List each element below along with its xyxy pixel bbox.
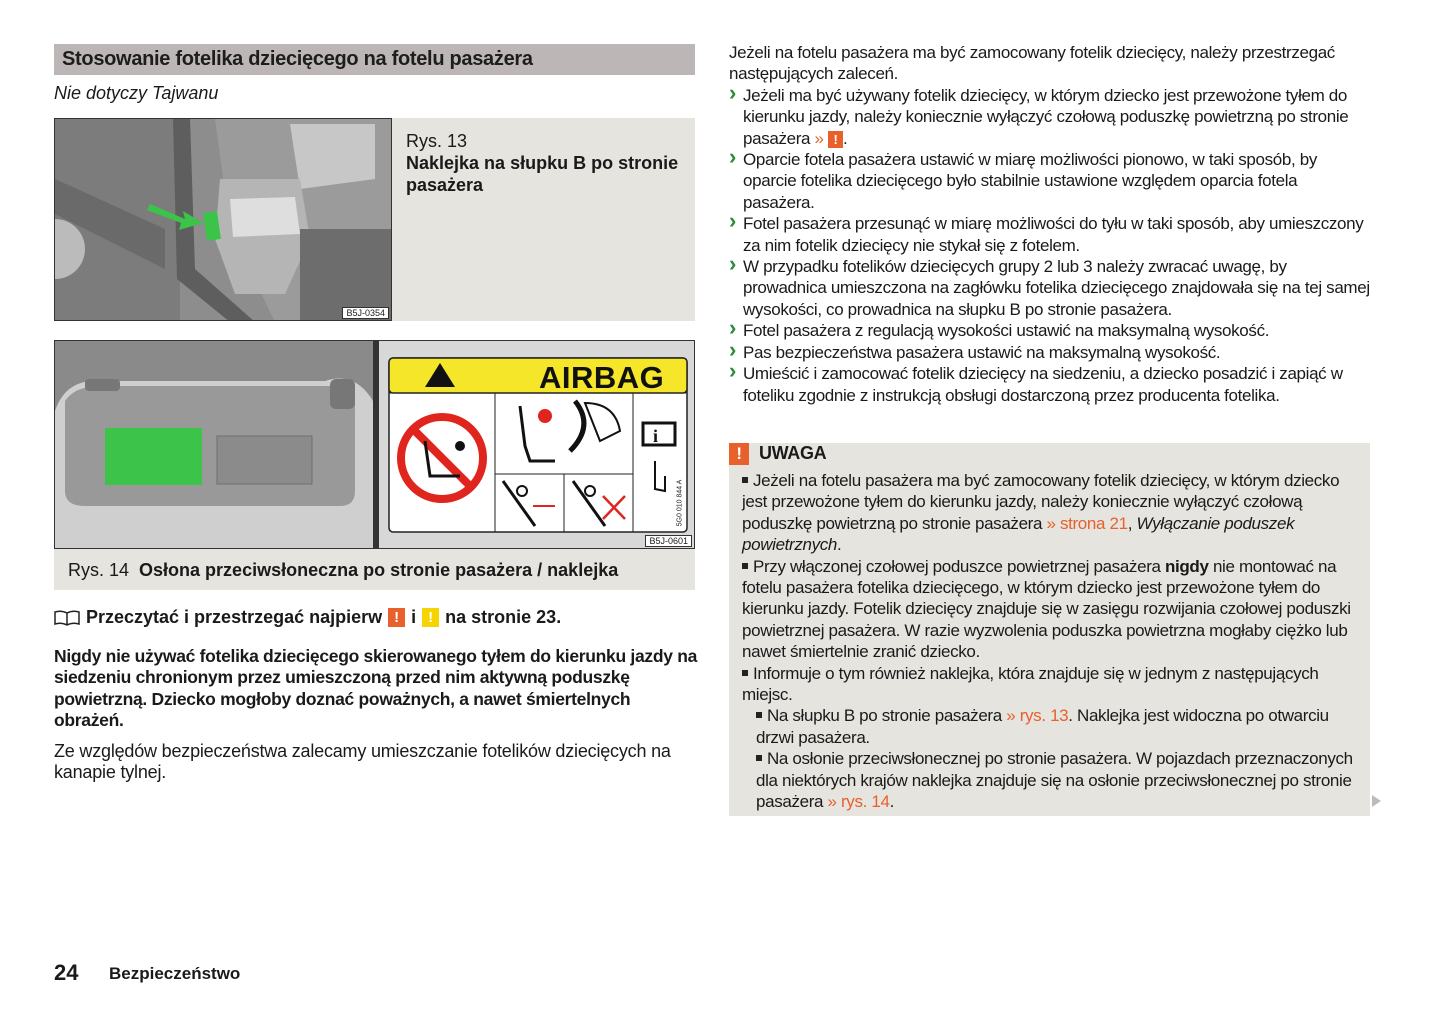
read-first-page-link[interactable]: na stronie 23.: [445, 607, 562, 627]
continue-arrow-icon: [1372, 795, 1381, 807]
read-first-note: [54, 607, 561, 628]
warning-icon: !: [388, 608, 405, 627]
figure-13-caption-text: Naklejka na słupku B po stronie pasażera: [406, 153, 679, 195]
book-icon: [54, 610, 80, 626]
list-item: › Jeżeli ma być używany fotelik dziecięcy, w którym dziecko jest przewożone tyłem do kierunku jazdy, należy koniecznie wyłączyć czołową poduszkę powietrzną po stronie pasażera » ! .: [729, 85, 1371, 149]
chapter-title: Bezpieczeństwo: [109, 964, 241, 983]
right-column: [729, 42, 1371, 406]
airbag-label-side-code: 5G0 010 844 A: [676, 479, 684, 527]
car-interior-illustration: [55, 119, 392, 321]
warning-text: nie montować na fotelu pasażera fotelika dziecięcego, w którym dziecko jest przewożone tyłem do kierunku jazdy. Fotelik dziecięcy znajduje się w zasięgu rozwijania czołowej poduszki powietrznej pasażera. W razie wyzwolenia poduszka powietrzna mogłaby ciężko lub nawet śmiertelnie zranić dziecko.: [742, 556, 1351, 662]
list-item: › Pas bezpieczeństwa pasażera ustawić na maksymalną wysokość.: [729, 342, 1371, 363]
figure-14-caption: [54, 549, 695, 590]
bullet-icon: [742, 477, 748, 483]
warning-box: [729, 443, 1370, 816]
list-item-text: Jeżeli ma być używany fotelik dziecięcy, w którym dziecko jest przewożone tyłem do kierunku jazdy, należy koniecznie wyłączyć czołową poduszkę powietrzną po stronie pasażera: [743, 85, 1349, 148]
svg-text:i: i: [653, 426, 659, 446]
figure-14-image: [54, 340, 695, 549]
emphasis: nigdy: [1164, 556, 1209, 576]
page-number: 24: [54, 960, 79, 985]
warning-item: [742, 556, 1364, 663]
bold-warning-paragraph: Nigdy nie używać fotelika dziecięcego skierowanego tyłem do kierunku jazdy na siedzeniu chronionym przez umieszczoną przed nim aktywną poduszkę powietrzną. Dziecko mogłoby doznać poważnych, a nawet śmiertelnych obrażeń.: [54, 646, 698, 731]
warning-header: [729, 443, 826, 465]
figure-13-code: B5J-0354: [342, 307, 389, 319]
list-item: › Fotel pasażera z regulacją wysokości ustawić na maksymalną wysokość.: [729, 320, 1371, 341]
subtitle: Nie dotyczy Tajwanu: [54, 83, 219, 103]
list-item: › Umieścić i zamocować fotelik dziecięcy na siedzeniu, a dziecko posadzić i zapiąć w foteliku zgodnie z instrukcją obsługi dostarczoną przez producenta fotelika.: [729, 363, 1371, 406]
section-title: Stosowanie fotelika dziecięcego na fotelu pasażera: [54, 44, 695, 75]
warning-link[interactable]: »: [814, 128, 824, 148]
warning-subitem: [742, 705, 1364, 748]
warning-item: Jeżeli na fotelu pasażera ma być zamocowany fotelik dziecięcy, w którym dziecko jest przewożone tyłem do kierunku jazdy, należy koniecznie wyłączyć czołową poduszkę powietrzną po stronie pasażera » strona 21, Wyłączanie poduszek powietrznych.: [742, 471, 1340, 555]
warning-item: [742, 663, 1364, 706]
warning-subitem: Na osłonie przeciwsłonecznej po stronie pasażera. W pojazdach przeznaczonych dla niektórych krajów naklejka znajduje się na osłonie przeciwsłonecznej po stronie pasażera » rys. 14.: [756, 749, 1353, 812]
warning-icon: !: [828, 131, 843, 148]
warning-title: UWAGA: [759, 443, 827, 464]
list-item: › Fotel pasażera przesunąć w miarę możliwości do tyłu w taki sposób, aby umieszczony za nim fotelik dziecięcy nie stykał się z fotelem.: [729, 213, 1371, 256]
warning-text: Informuje o tym również naklejka, która znajduje się w jednym z następujących miejsc.: [742, 663, 1319, 705]
warning-text: . Naklejka jest widoczna po otwarciu drzwi pasażera.: [756, 706, 1329, 747]
bullet-icon: [756, 755, 762, 761]
list-item: › W przypadku fotelików dziecięcych grupy 2 lub 3 należy zwracać uwagę, by prowadnica umieszczona na zagłówku fotelika dziecięcego znajdowała się na tej samej wysokości, co prowadnica na słupku B po stronie pasażera.: [729, 256, 1371, 320]
warning-icon: !: [729, 443, 749, 465]
recommendation-paragraph: Ze względów bezpieczeństwa zalecamy umieszczanie fotelików dziecięcych na kanapie tylnej.: [54, 741, 671, 783]
airbag-label-title: AIRBAG: [539, 360, 665, 395]
caution-icon: !: [422, 608, 439, 627]
bullet-icon: [742, 670, 748, 676]
read-first-conj: i: [411, 607, 417, 627]
read-first-text: Przeczytać i przestrzegać najpierw: [86, 607, 383, 627]
page-link[interactable]: » strona 21: [1046, 513, 1128, 533]
figure-14-number: Rys. 14: [68, 560, 130, 580]
warning-text: Na słupku B po stronie pasażera: [767, 706, 1002, 726]
figure-13-image: [54, 118, 392, 321]
warning-text: Na osłonie przeciwsłonecznej po stronie pasażera. W pojazdach przeznaczonych dla niektórych krajów naklejka znajduje się na osłonie przeciwsłonecznej po stronie pasażera: [756, 749, 1353, 812]
figure-13-caption: [392, 118, 695, 321]
bullet-icon: [756, 712, 762, 718]
warning-text: Jeżeli na fotelu pasażera ma być zamocowany fotelik dziecięcy, w którym dziecko jest przewożone tyłem do kierunku jazdy, należy koniecznie wyłączyć czołową poduszkę powietrzną po stronie pasażera: [742, 471, 1340, 533]
intro-paragraph: Jeżeli na fotelu pasażera ma być zamocowany fotelik dziecięcy, należy przestrzegać następujących zaleceń.: [729, 43, 1335, 84]
instruction-list: [729, 85, 1371, 406]
warning-text: Przy włączonej czołowej poduszce powietrznej pasażera: [753, 556, 1161, 576]
figure-14-code: B5J-0601: [645, 535, 692, 547]
bullet-icon: [742, 563, 748, 569]
section-reference: Wyłączanie poduszek powietrznych: [742, 513, 1295, 555]
list-item: › Oparcie fotela pasażera ustawić w miarę możliwości pionowo, w taki sposób, by oparcie fotelika dziecięcego było stabilnie ustawione względem oparcia fotela pasażera.: [729, 149, 1371, 213]
figure-13-number: Rys. 13: [406, 131, 468, 151]
figure-link[interactable]: » rys. 13: [1006, 706, 1069, 726]
figure-14-caption-text: Osłona przeciwsłoneczna po stronie pasażera / naklejka: [139, 560, 619, 580]
figure-link[interactable]: » rys. 14: [827, 792, 890, 812]
